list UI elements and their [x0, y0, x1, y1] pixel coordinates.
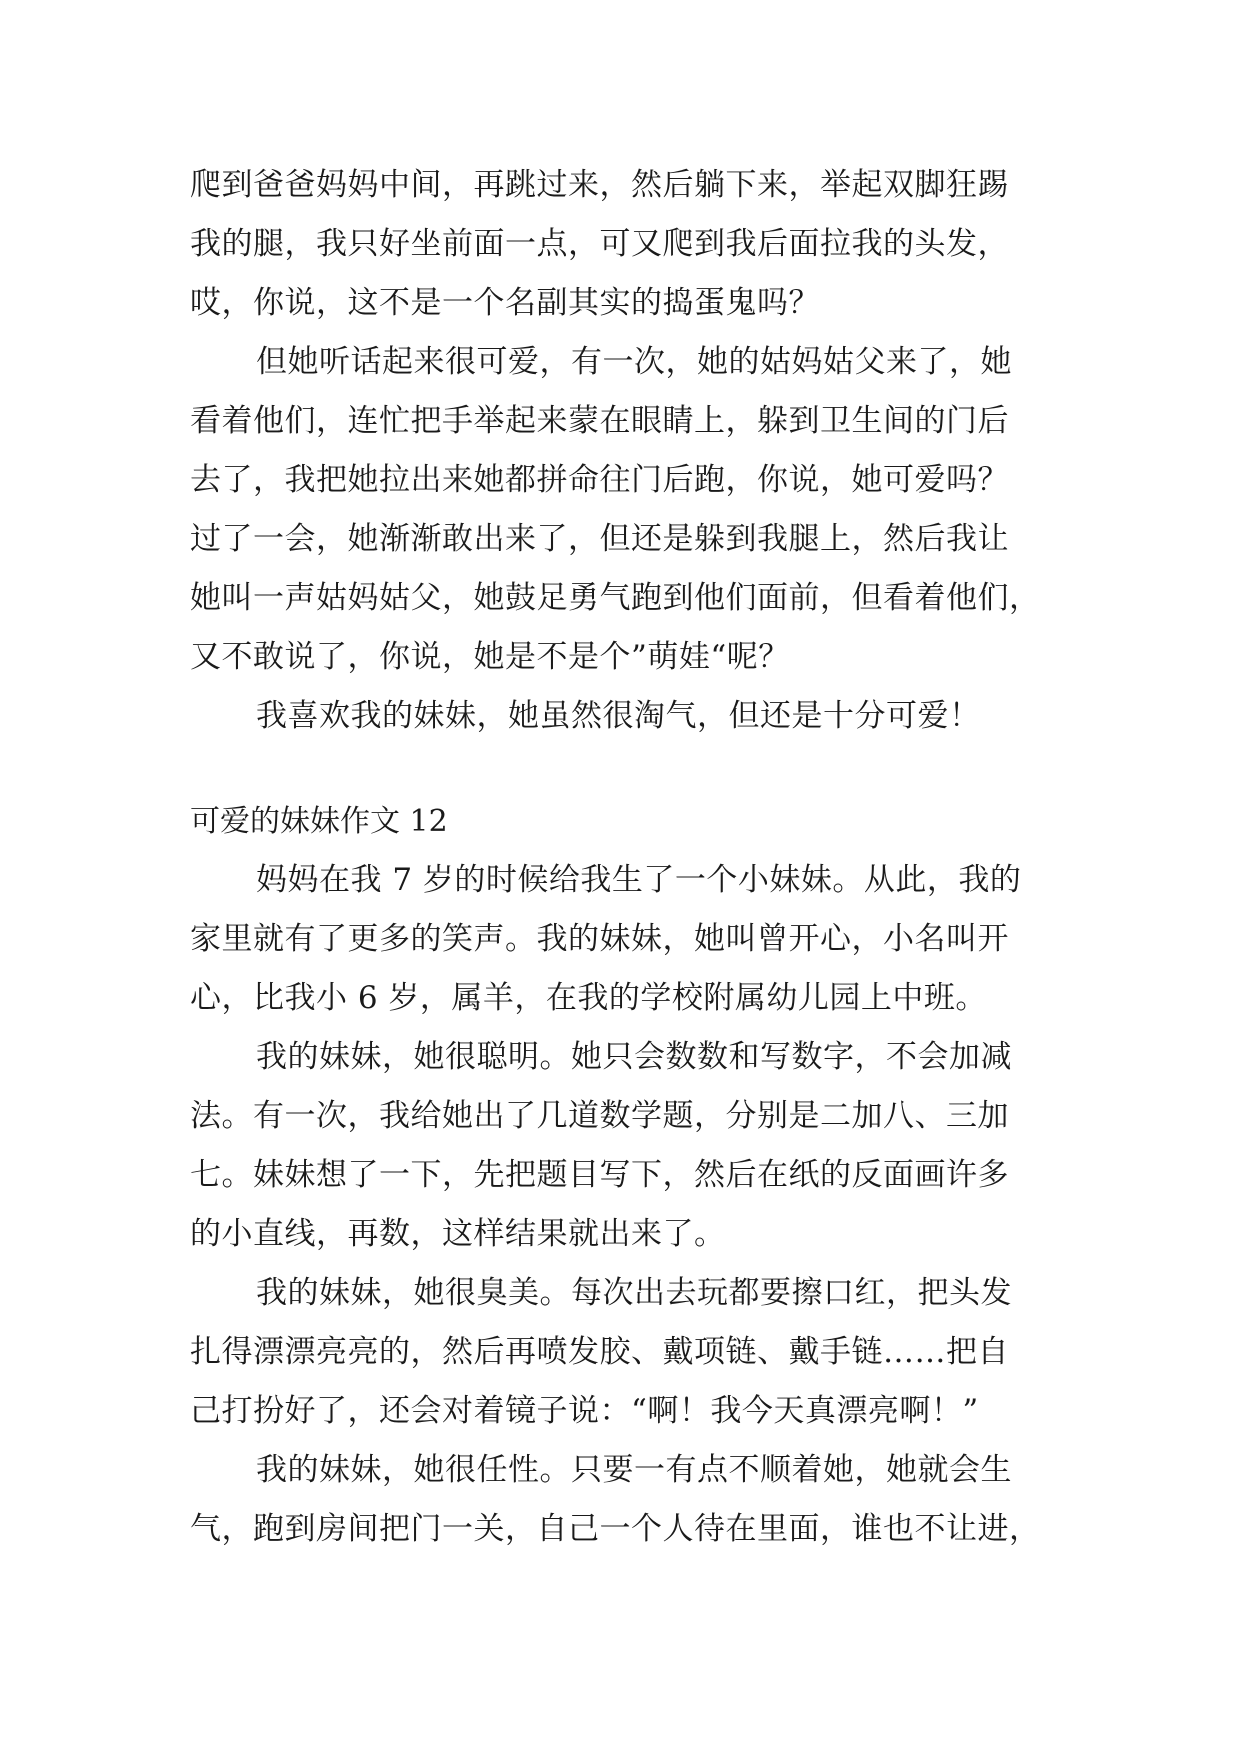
text-line: 看着他们，连忙把手举起来蒙在眼睛上，躲到卫生间的门后	[190, 403, 1009, 439]
text-line: 心，比我小 6 岁，属羊，在我的学校附属幼儿园上中班。	[190, 980, 987, 1016]
text-line: 气，跑到房间把门一关，自己一个人待在里面，谁也不让进，	[190, 1511, 1041, 1547]
text-line: 她叫一声姑妈姑父，她鼓足勇气跑到他们面前，但看着他们，	[190, 580, 1041, 616]
paragraph-start-line: 我的妹妹，她很臭美。每次出去玩都要擦口红，把头发	[256, 1275, 1012, 1311]
paragraph-start-line: 但她听话起来很可爱，有一次，她的姑妈姑父来了，她	[256, 344, 1012, 380]
text-line: 扎得漂漂亮亮的，然后再喷发胶、戴项链、戴手链……把自	[190, 1334, 1009, 1370]
text-line: 的小直线，再数，这样结果就出来了。	[190, 1216, 726, 1252]
paragraph-start-line: 妈妈在我 7 岁的时候给我生了一个小妹妹。从此，我的	[256, 862, 1022, 898]
text-line: 又不敢说了，你说，她是不是个”萌娃“呢？	[190, 639, 790, 675]
text-line: 哎，你说，这不是一个名副其实的捣蛋鬼吗？	[190, 285, 820, 321]
paragraph-start-line: 我的妹妹，她很任性。只要一有点不顺着她，她就会生	[256, 1452, 1012, 1488]
essay-title: 可爱的妹妹作文 12	[190, 804, 448, 839]
essay-section-continued	[190, 156, 1060, 746]
text-line: 我的腿，我只好坐前面一点，可又爬到我后面拉我的头发，	[190, 226, 1009, 262]
text-line: 过了一会，她渐渐敢出来了，但还是躲到我腿上，然后我让	[190, 521, 1009, 557]
text-line: 法。有一次，我给她出了几道数学题，分别是二加八、三加	[190, 1098, 1009, 1134]
paragraph-start-line: 我的妹妹，她很聪明。她只会数数和写数字，不会加减	[256, 1039, 1012, 1075]
text-line: 己打扮好了，还会对着镜子说：“啊！我今天真漂亮啊！”	[190, 1393, 979, 1429]
paragraph-start-line: 我喜欢我的妹妹，她虽然很淘气，但还是十分可爱！	[256, 698, 981, 734]
text-line: 七。妹妹想了一下，先把题目写下，然后在纸的反面画许多	[190, 1157, 1009, 1193]
text-line: 去了，我把她拉出来她都拼命往门后跑，你说，她可爱吗？	[190, 462, 1009, 498]
text-line: 家里就有了更多的笑声。我的妹妹，她叫曾开心，小名叫开	[190, 921, 1009, 957]
essay-section-12	[190, 792, 1060, 1559]
text-line: 爬到爸爸妈妈中间，再跳过来，然后躺下来，举起双脚狂踢	[190, 167, 1009, 203]
